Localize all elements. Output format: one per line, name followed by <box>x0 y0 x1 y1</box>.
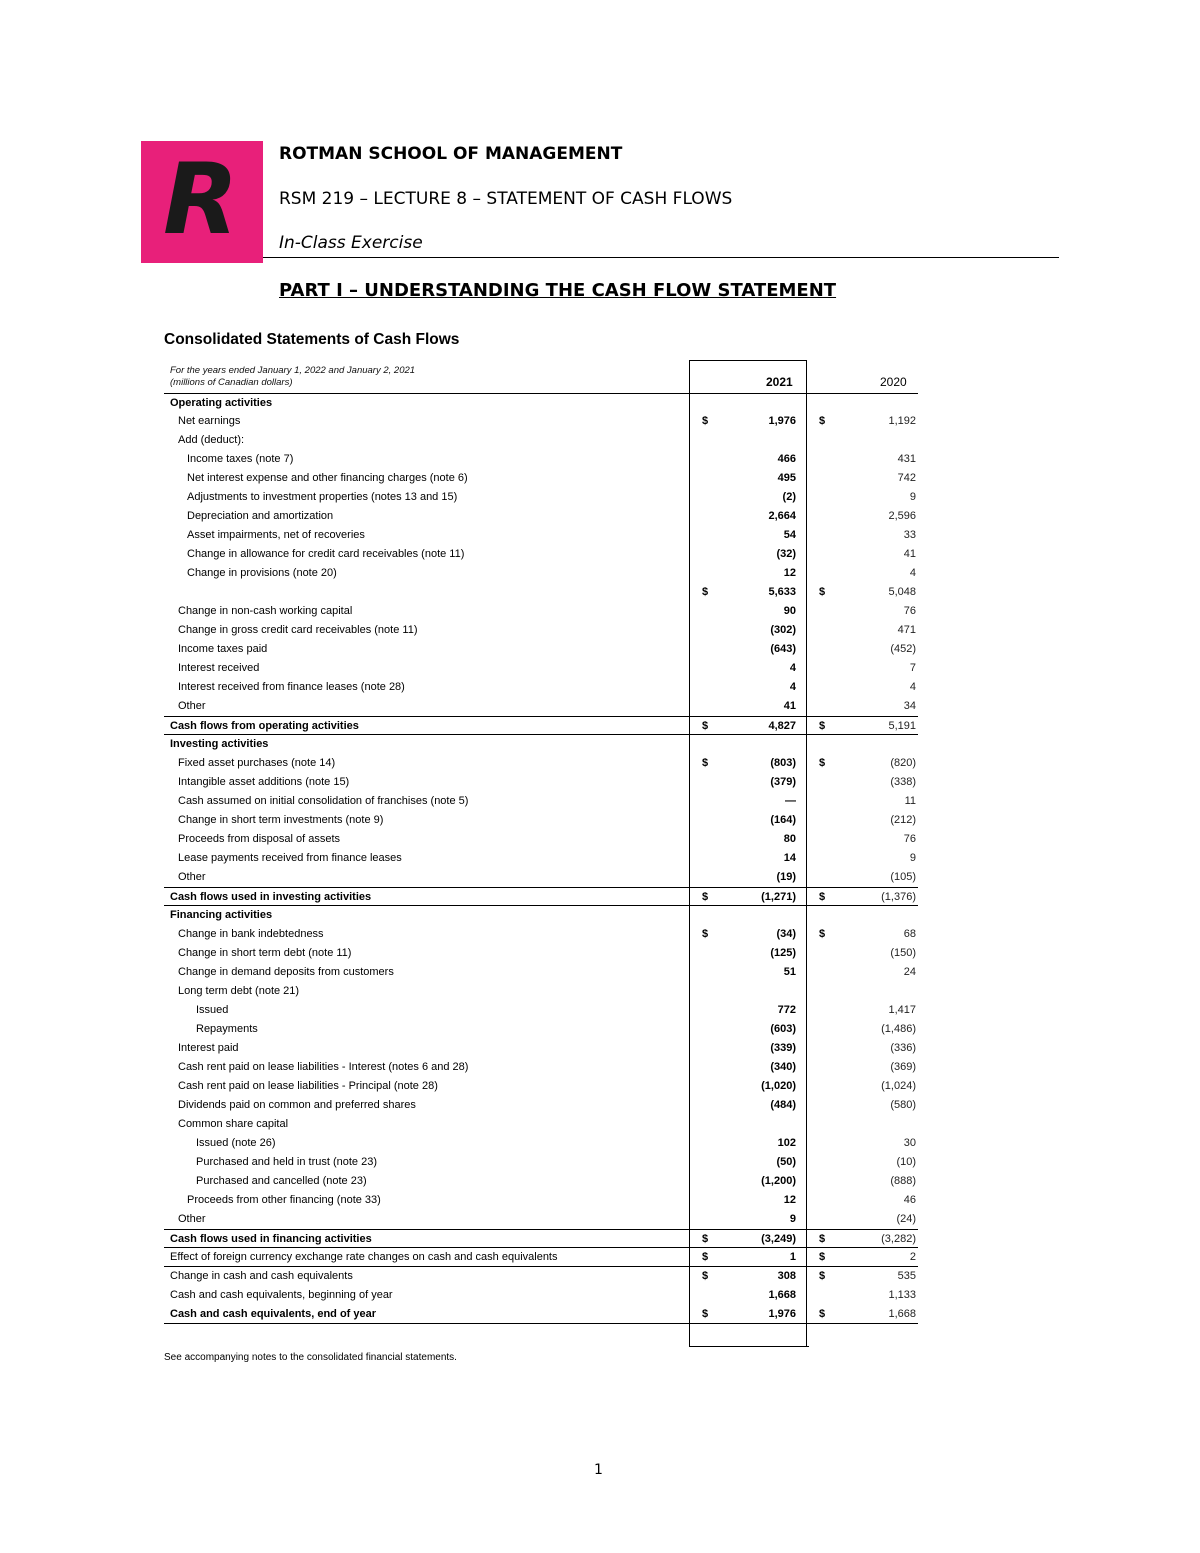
row-label: Proceeds from other financing (note 33) <box>187 1194 381 1206</box>
value-2021: (19) <box>776 871 796 883</box>
value-2021: 4 <box>789 681 796 693</box>
table-row <box>164 1115 918 1134</box>
value-2020: (150) <box>890 947 916 959</box>
row-label: Net earnings <box>178 415 241 427</box>
row-label: Add (deduct): <box>178 434 245 446</box>
value-2020: 535 <box>897 1270 916 1282</box>
dollar-sign-2020: $ <box>819 757 826 769</box>
row-label: Other <box>178 700 206 712</box>
year-2020-header: 2020 <box>880 375 907 389</box>
row-label: Change in short term debt (note 11) <box>178 947 352 959</box>
row-label: Other <box>178 1213 206 1225</box>
row-label: Long term debt (note 21) <box>178 985 300 997</box>
row-label: Change in bank indebtedness <box>178 928 324 940</box>
row-label: Cash rent paid on lease liabilities - Interest (notes 6 and 28) <box>178 1061 469 1073</box>
value-2021: 80 <box>783 833 796 845</box>
value-2021: (339) <box>770 1042 796 1054</box>
value-2020: 2 <box>909 1251 916 1263</box>
dollar-sign-2020: $ <box>819 891 826 903</box>
value-2021: 102 <box>777 1137 796 1149</box>
table-row <box>164 1286 918 1305</box>
value-2020: 5,048 <box>888 586 916 598</box>
dollar-sign-2021: $ <box>702 1270 709 1282</box>
table-row <box>164 640 918 659</box>
dollar-sign-2020: $ <box>819 720 826 732</box>
value-2021: (379) <box>770 776 796 788</box>
logo-letter: R <box>163 143 239 257</box>
row-label: Purchased and held in trust (note 23) <box>196 1156 378 1168</box>
table-row <box>164 1248 918 1267</box>
table-row <box>164 431 918 450</box>
table-row <box>164 1058 918 1077</box>
table-row <box>164 469 918 488</box>
table-row <box>164 1096 918 1115</box>
row-label: Interest paid <box>178 1042 239 1054</box>
value-2021: 772 <box>777 1004 796 1016</box>
table-row <box>164 621 918 640</box>
dollar-sign-2021: $ <box>702 928 709 940</box>
value-2020: 34 <box>903 700 916 712</box>
row-label: Purchased and cancelled (note 23) <box>196 1175 367 1187</box>
value-2021: 1,668 <box>768 1289 796 1301</box>
row-label: Cash flows from operating activities <box>170 720 359 732</box>
statement-footnote: See accompanying notes to the consolidated financial statements. <box>164 1352 457 1363</box>
part-heading: PART I – UNDERSTANDING THE CASH FLOW STATEMENT <box>279 280 837 301</box>
year-2021-column-bottom <box>689 1346 809 1347</box>
table-row <box>164 982 918 1001</box>
value-2021: — <box>785 795 796 807</box>
row-label: Income taxes (note 7) <box>187 453 294 465</box>
statement-period: For the years ended January 1, 2022 and January 2, 2021 <box>170 365 416 376</box>
row-label: Income taxes paid <box>178 643 268 655</box>
value-2021: (484) <box>770 1099 796 1111</box>
value-2021: 54 <box>783 529 796 541</box>
value-2020: (105) <box>890 871 916 883</box>
value-2020: 471 <box>897 624 916 636</box>
value-2020: 1,192 <box>888 415 916 427</box>
value-2020: 68 <box>903 928 916 940</box>
value-2020: 1,133 <box>888 1289 916 1301</box>
row-label: Cash flows used in financing activities <box>170 1233 372 1245</box>
value-2021: (340) <box>770 1061 796 1073</box>
value-2021: 51 <box>783 966 796 978</box>
value-2021: 14 <box>783 852 796 864</box>
table-row <box>164 849 918 868</box>
row-label: Issued (note 26) <box>196 1137 276 1149</box>
table-row <box>164 1210 918 1229</box>
value-2021: 12 <box>783 1194 796 1206</box>
value-2021: (643) <box>770 643 796 655</box>
value-2020: (888) <box>890 1175 916 1187</box>
value-2021: (50) <box>776 1156 796 1168</box>
exercise-subtitle: In-Class Exercise <box>279 233 423 253</box>
value-2021: (2) <box>782 491 796 503</box>
table-row <box>164 526 918 545</box>
value-2020: 7 <box>909 662 916 674</box>
dollar-sign-2021: $ <box>702 1308 709 1320</box>
course-title: RSM 219 – LECTURE 8 – STATEMENT OF CASH FLOWS <box>279 189 733 209</box>
row-label: Investing activities <box>170 738 269 750</box>
row-label: Cash flows used in investing activities <box>170 891 372 903</box>
value-2021: (32) <box>776 548 796 560</box>
value-2021: 41 <box>783 700 796 712</box>
value-2021: 2,664 <box>768 510 796 522</box>
row-label: Asset impairments, net of recoveries <box>187 529 365 541</box>
value-2020: (1,376) <box>881 891 916 903</box>
table-row <box>164 412 918 431</box>
value-2021: 5,633 <box>768 586 796 598</box>
row-label: Change in provisions (note 20) <box>187 567 337 579</box>
table-row <box>164 1134 918 1153</box>
value-2020: 2,596 <box>888 510 916 522</box>
school-name: ROTMAN SCHOOL OF MANAGEMENT <box>279 144 623 164</box>
value-2020: (10) <box>896 1156 916 1168</box>
table-row <box>164 602 918 621</box>
table-row <box>164 564 918 583</box>
table-row <box>164 868 918 887</box>
row-label: Change in demand deposits from customers <box>178 966 394 978</box>
row-label: Cash assumed on initial consolidation of franchises (note 5) <box>178 795 469 807</box>
value-2021: 495 <box>777 472 796 484</box>
row-label: Change in cash and cash equivalents <box>170 1270 353 1282</box>
row-label: Net interest expense and other financing charges (note 6) <box>187 472 468 484</box>
value-2021: (125) <box>770 947 796 959</box>
value-2020: 46 <box>903 1194 916 1206</box>
value-2020: (336) <box>890 1042 916 1054</box>
value-2020: 76 <box>903 605 916 617</box>
value-2021: (34) <box>776 928 796 940</box>
header-divider <box>263 257 1059 258</box>
row-label: Issued <box>196 1004 229 1016</box>
cash-flow-table <box>164 393 918 1324</box>
table-row <box>164 583 918 602</box>
dollar-sign-2020: $ <box>819 415 826 427</box>
row-label: Financing activities <box>170 909 273 921</box>
table-row <box>164 944 918 963</box>
value-2020: 76 <box>903 833 916 845</box>
value-2020: (369) <box>890 1061 916 1073</box>
value-2020: (580) <box>890 1099 916 1111</box>
row-label: Effect of foreign currency exchange rate changes on cash and cash equivalents <box>170 1251 558 1263</box>
statement-units: (millions of Canadian dollars) <box>170 377 293 388</box>
table-row <box>164 754 918 773</box>
table-row <box>164 906 918 925</box>
row-label: Cash rent paid on lease liabilities - Principal (note 28) <box>178 1080 438 1092</box>
row-label: Common share capital <box>178 1118 289 1130</box>
value-2020: 33 <box>903 529 916 541</box>
dollar-sign-2020: $ <box>819 586 826 598</box>
dollar-sign-2021: $ <box>702 586 709 598</box>
row-label: Depreciation and amortization <box>187 510 334 522</box>
value-2020: (3,282) <box>881 1233 916 1245</box>
value-2021: (164) <box>770 814 796 826</box>
value-2020: 24 <box>903 966 916 978</box>
table-row <box>164 1153 918 1172</box>
table-row <box>164 393 918 412</box>
value-2021: 9 <box>789 1213 796 1225</box>
table-row <box>164 1305 918 1324</box>
rotman-logo <box>141 141 263 263</box>
value-2021: (3,249) <box>761 1233 796 1245</box>
value-2020: 1,417 <box>888 1004 916 1016</box>
dollar-sign-2021: $ <box>702 1251 709 1263</box>
dollar-sign-2021: $ <box>702 891 709 903</box>
dollar-sign-2020: $ <box>819 1233 826 1245</box>
row-label: Fixed asset purchases (note 14) <box>178 757 336 769</box>
page-number: 1 <box>594 1462 603 1478</box>
dollar-sign-2021: $ <box>702 720 709 732</box>
table-row <box>164 678 918 697</box>
row-label: Dividends paid on common and preferred shares <box>178 1099 416 1111</box>
row-label: Change in short term investments (note 9) <box>178 814 384 826</box>
value-2021: (1,020) <box>761 1080 796 1092</box>
table-row <box>164 1020 918 1039</box>
row-label: Proceeds from disposal of assets <box>178 833 341 845</box>
value-2021: 308 <box>777 1270 796 1282</box>
value-2021: 4 <box>789 662 796 674</box>
row-label: Operating activities <box>170 397 273 409</box>
table-row <box>164 811 918 830</box>
value-2021: (302) <box>770 624 796 636</box>
value-2020: 5,191 <box>888 720 916 732</box>
dollar-sign-2021: $ <box>702 757 709 769</box>
value-2020: 41 <box>903 548 916 560</box>
row-label: Interest received from finance leases (note 28) <box>178 681 405 693</box>
value-2021: 466 <box>777 453 796 465</box>
value-2021: (603) <box>770 1023 796 1035</box>
table-row <box>164 488 918 507</box>
year-2021-header: 2021 <box>766 375 793 389</box>
value-2020: (1,486) <box>881 1023 916 1035</box>
dollar-sign-2020: $ <box>819 1308 826 1320</box>
value-2020: (24) <box>896 1213 916 1225</box>
table-row <box>164 887 918 906</box>
dollar-sign-2020: $ <box>819 928 826 940</box>
table-row <box>164 792 918 811</box>
table-row <box>164 963 918 982</box>
table-row <box>164 450 918 469</box>
value-2021: 1 <box>789 1251 796 1263</box>
table-row <box>164 1191 918 1210</box>
value-2020: 742 <box>897 472 916 484</box>
table-row <box>164 735 918 754</box>
table-row <box>164 1229 918 1248</box>
row-label: Intangible asset additions (note 15) <box>178 776 350 788</box>
dollar-sign-2021: $ <box>702 415 709 427</box>
value-2021: (1,271) <box>761 891 796 903</box>
table-row <box>164 830 918 849</box>
table-row <box>164 773 918 792</box>
statement-title: Consolidated Statements of Cash Flows <box>164 331 460 348</box>
value-2020: 9 <box>909 852 916 864</box>
table-row <box>164 659 918 678</box>
value-2020: 9 <box>909 491 916 503</box>
row-label: Other <box>178 871 206 883</box>
table-row <box>164 716 918 735</box>
row-label: Interest received <box>178 662 260 674</box>
value-2020: (452) <box>890 643 916 655</box>
table-row <box>164 1267 918 1286</box>
value-2021: 12 <box>783 567 796 579</box>
row-label: Repayments <box>196 1023 258 1035</box>
table-row <box>164 925 918 944</box>
value-2020: 431 <box>897 453 916 465</box>
value-2020: (1,024) <box>881 1080 916 1092</box>
row-label: Lease payments received from finance leases <box>178 852 402 864</box>
value-2021: 90 <box>783 605 796 617</box>
table-row <box>164 1172 918 1191</box>
row-label: Change in gross credit card receivables (note 11) <box>178 624 418 636</box>
value-2021: (803) <box>770 757 796 769</box>
table-row <box>164 1001 918 1020</box>
value-2020: 1,668 <box>888 1308 916 1320</box>
row-label: Cash and cash equivalents, beginning of year <box>170 1289 393 1301</box>
value-2021: 1,976 <box>768 415 796 427</box>
value-2021: 1,976 <box>768 1308 796 1320</box>
table-row <box>164 1039 918 1058</box>
dollar-sign-2020: $ <box>819 1251 826 1263</box>
value-2020: (212) <box>890 814 916 826</box>
table-row <box>164 545 918 564</box>
value-2021: (1,200) <box>761 1175 796 1187</box>
value-2020: 4 <box>909 681 916 693</box>
value-2020: (338) <box>890 776 916 788</box>
value-2020: (820) <box>890 757 916 769</box>
dollar-sign-2020: $ <box>819 1270 826 1282</box>
value-2020: 30 <box>903 1137 916 1149</box>
value-2020: 11 <box>904 795 916 807</box>
value-2020: 4 <box>909 567 916 579</box>
dollar-sign-2021: $ <box>702 1233 709 1245</box>
value-2021: 4,827 <box>768 720 796 732</box>
table-row <box>164 1077 918 1096</box>
row-label: Change in allowance for credit card receivables (note 11) <box>187 548 465 560</box>
table-row <box>164 507 918 526</box>
row-label: Adjustments to investment properties (notes 13 and 15) <box>187 491 458 503</box>
table-row <box>164 697 918 716</box>
row-label: Change in non-cash working capital <box>178 605 353 617</box>
row-label: Cash and cash equivalents, end of year <box>170 1308 377 1320</box>
